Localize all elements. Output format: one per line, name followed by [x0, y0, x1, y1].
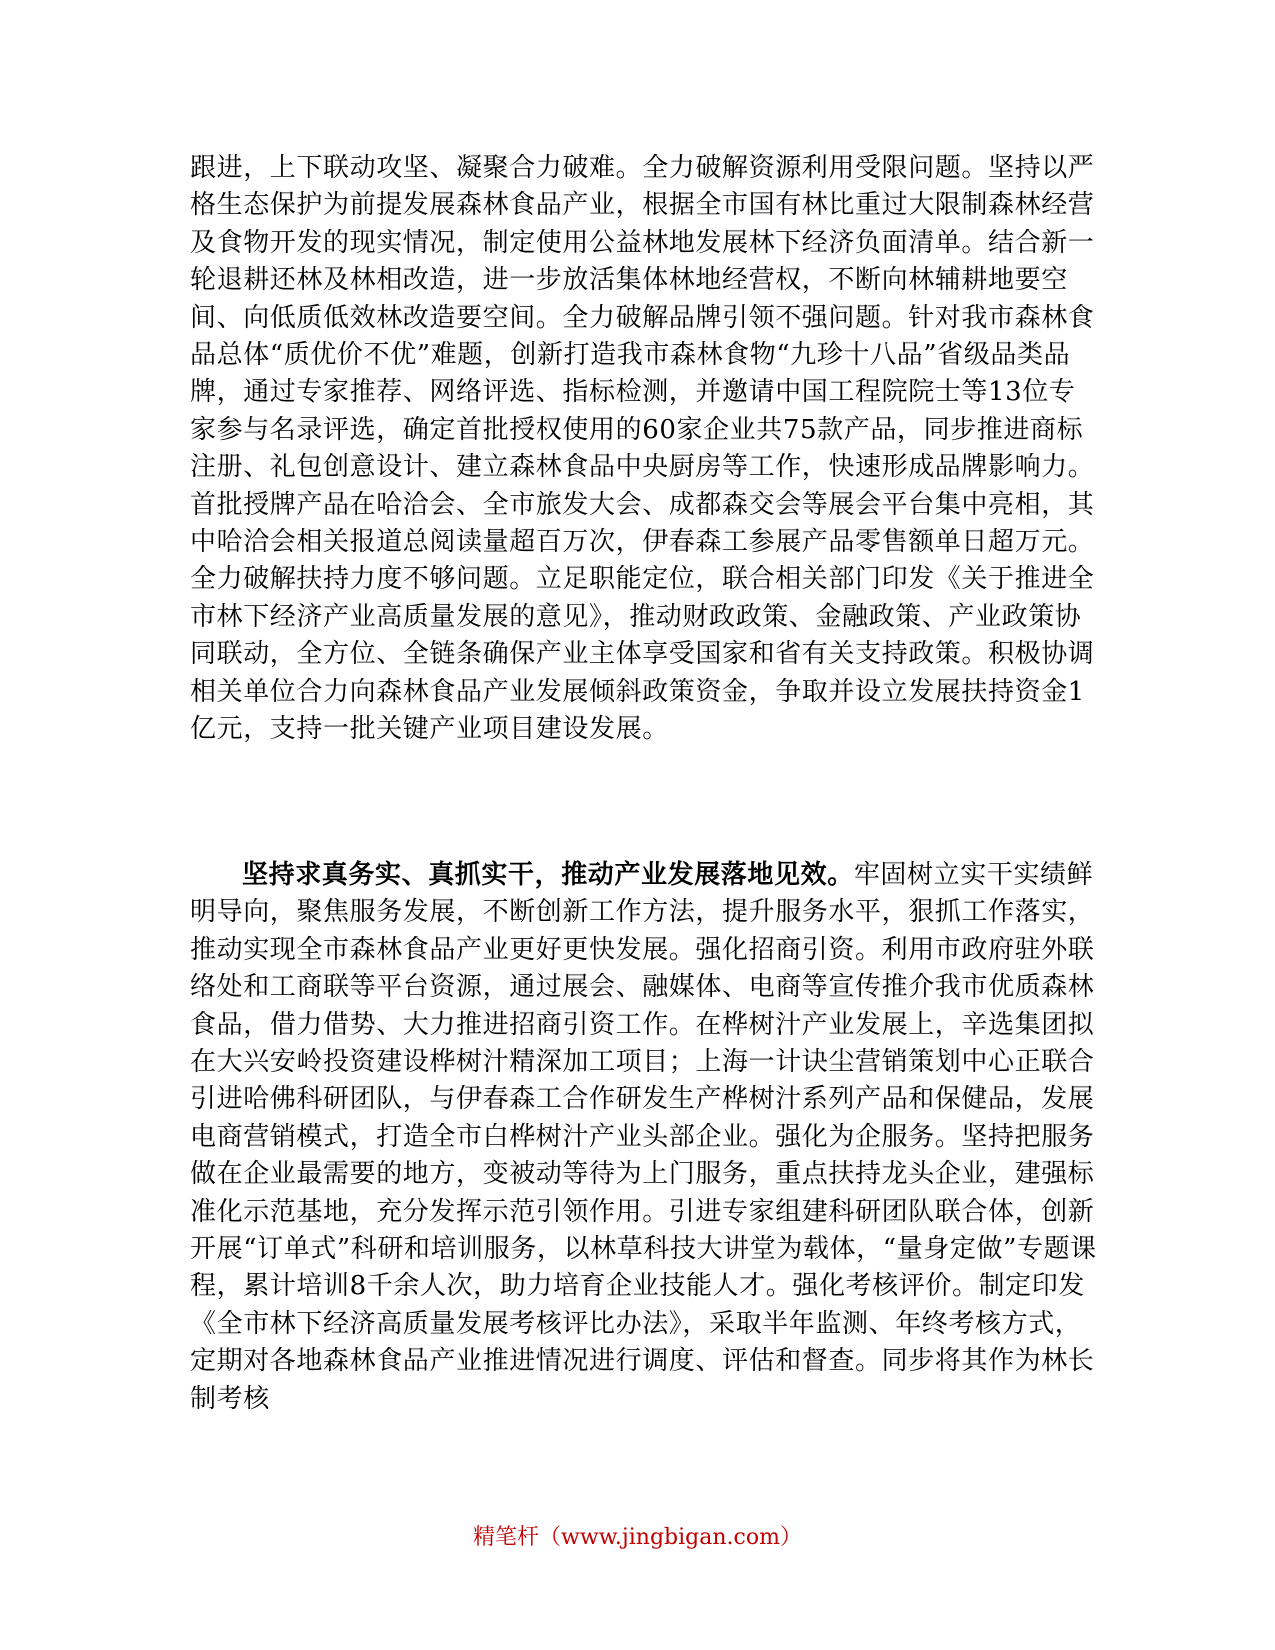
paragraph-2-body: 牢固树立实干实绩鲜明导向，聚焦服务发展，不断创新工作方法，提升服务水平，狠抓工作落实，推动实现全市森林食品产业更好更快发展。强化招商引资。利用市政府驻外联络处和工商联等平台资源，通过展会、融媒体、电商等宣传推介我市优质森林食品，借力借势、大力推进招商引资工作。在桦树汁产业发展上，辛选集团拟在大兴安岭投资建设桦树汁精深加工项目；上海一计诀尘营销策划中心正联合引进哈佛科研团队，与伊春森工合作研发生产桦树汁系列产品和保健品，发展电商营销模式，打造全市白桦树汁产业头部企业。强化为企服务。坚持把服务做在企业最需要的地方，变被动等待为上门服务，重点扶持龙头企业，建强标准化示范基地，充分发挥示范引领作用。引进专家组建科研团队联合体，创新开展“订单式”科研和培训服务，以林草科技大讲堂为载体，“量身定做”专题课程，累计培训8千余人次，助力培育企业技能人才。强化考核评价。制定印发《全市林下经济高质量发展考核评比办法》，采取半年监测、年终考核方式，定期对各地森林食品产业推进情况进行调度、评估和督查。同步将其作为林长制考核: [190, 860, 1097, 1414]
footer-watermark-link[interactable]: 精笔杆（www.jingbigan.com）: [473, 1525, 802, 1550]
body-paragraph-2: [190, 857, 1100, 1418]
body-paragraph-1: 跟进，上下联动攻坚、凝聚合力破难。全力破解资源利用受限问题。坚持以严格生态保护为前提发展森林食品产业，根据全市国有林比重过大限制森林经营及食物开发的现实情况，制定使用公益林地发展林下经济负面清单。结合新一轮退耕还林及林相改造，进一步放活集体林地经营权，不断向林辅耕地要空间、向低质低效林改造要空间。全力破解品牌引领不强问题。针对我市森林食品总体“质优价不优”难题，创新打造我市森林食物“九珍十八品”省级品类品牌，通过专家推荐、网络评选、指标检测，并邀请中国工程院院士等13位专家参与名录评选，确定首批授权使用的60家企业共75款产品，同步推进商标注册、礼包创意设计、建立森林食品中央厨房等工作，快速形成品牌影响力。首批授牌产品在哈洽会、全市旅发大会、成都森交会等展会平台集中亮相，其中哈洽会相关报道总阅读量超百万次，伊春森工参展产品零售额单日超万元。全力破解扶持力度不够问题。立足职能定位，联合相关部门印发《关于推进全市林下经济产业高质量发展的意见》，推动财政政策、金融政策、产业政策协同联动，全方位、全链条确保产业主体享受国家和省有关支持政策。积极协调相关单位合力向森林食品产业发展倾斜政策资金，争取并设立发展扶持资金1亿元，支持一批关键产业项目建设发展。: [190, 153, 1095, 745]
paragraph-2-heading: 坚持求真务实、真抓实干，推动产业发展落地见效。: [242, 860, 854, 890]
